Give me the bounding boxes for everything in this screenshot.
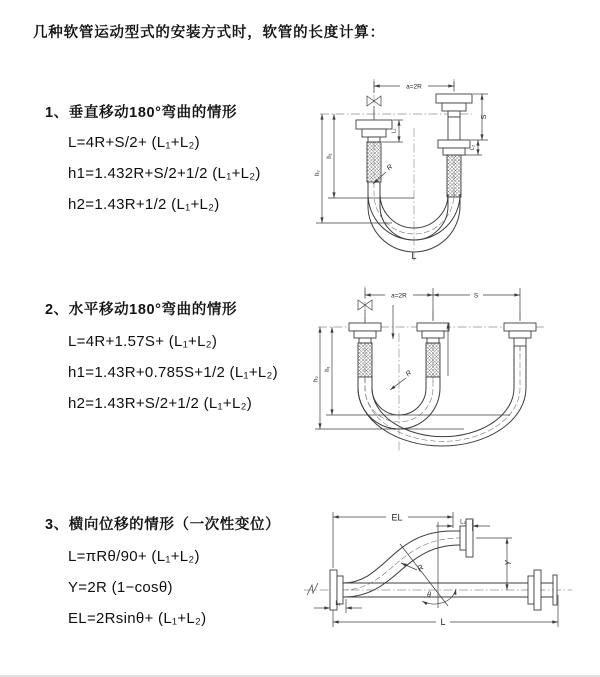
dim-label-l: L [411, 251, 417, 261]
dim-label-r: R [415, 562, 426, 574]
dim-label-el: EL [391, 512, 403, 523]
section-3-formulas [68, 541, 206, 634]
dim-label-s: S [481, 114, 488, 120]
section-2-formulas [68, 326, 278, 419]
braided-hose-section [358, 343, 372, 377]
flange [417, 323, 449, 343]
flange [436, 94, 472, 155]
flange [349, 323, 381, 343]
formula-line: L=4R+1.57S+ (L₁+L₂) [68, 333, 218, 350]
dim-label-span: a=2R [406, 83, 422, 91]
hose-s-curve [343, 531, 460, 597]
dim-label-l2: L₂ [470, 144, 476, 151]
flange [356, 120, 392, 142]
flange [504, 323, 536, 346]
dim-label-theta: θ [427, 592, 431, 599]
braided-hose-section [426, 343, 440, 377]
formula-line: h1=1.43R+0.785S+1/2 (L₁+L₂) [68, 364, 278, 381]
dim-label-r: R [385, 163, 395, 173]
braided-hose-section [367, 142, 381, 182]
dim-label-l: L [440, 617, 446, 627]
page-title: 几种软管运动型式的安装方式时，软管的长度计算： [33, 25, 385, 41]
formula-line: EL=2Rsinθ+ (L₁+L₂) [68, 610, 207, 627]
dim-label-l1: L₁ [391, 128, 398, 134]
section-3-heading: 3、横向位移的情形（一次性变位） [45, 517, 281, 533]
section-1-formulas [68, 127, 261, 220]
dim-label-h2: h₂ [313, 376, 320, 382]
dim-label-h1: h₁ [325, 366, 331, 372]
formula-line: h1=1.432R+S/2+1/2 (L₁+L₂) [68, 165, 261, 182]
hose-u-bend [358, 346, 526, 446]
formula-line: L=4R+S/2+ (L₁+L₂) [68, 134, 200, 151]
diagram-lateral-displacement [300, 500, 600, 650]
braided-hose-section [447, 155, 461, 197]
diagram-vertical-180-bend [312, 76, 507, 266]
dim-label-span: a=2R [391, 292, 407, 300]
dim-label-l1: L₁ [335, 601, 341, 607]
section-2-heading: 2、水平移动180°弯曲的情形 [45, 302, 238, 318]
dim-label-l2: L₂ [460, 519, 466, 526]
dim-label-r: R [404, 369, 414, 379]
dim-label-h2: h₂ [315, 170, 321, 176]
formula-line: h2=1.43R+S/2+1/2 (L₁+L₂) [68, 395, 253, 412]
formula-line: L=πRθ/90+ (L₁+L₂) [68, 548, 200, 565]
centerline-break-mark [307, 583, 318, 595]
formula-line: h2=1.43R+1/2 (L₁+L₂) [68, 196, 220, 213]
dimension-lines [314, 512, 558, 627]
dim-label-s: S [473, 292, 479, 300]
section-1-heading: 1、垂直移动180°弯曲的情形 [45, 105, 238, 121]
diagram-horizontal-180-bend [314, 283, 570, 468]
dim-label-y: Y [504, 560, 513, 566]
dim-label-h1: h₁ [327, 153, 333, 159]
formula-line: Y=2R (1−cosθ) [68, 579, 173, 596]
